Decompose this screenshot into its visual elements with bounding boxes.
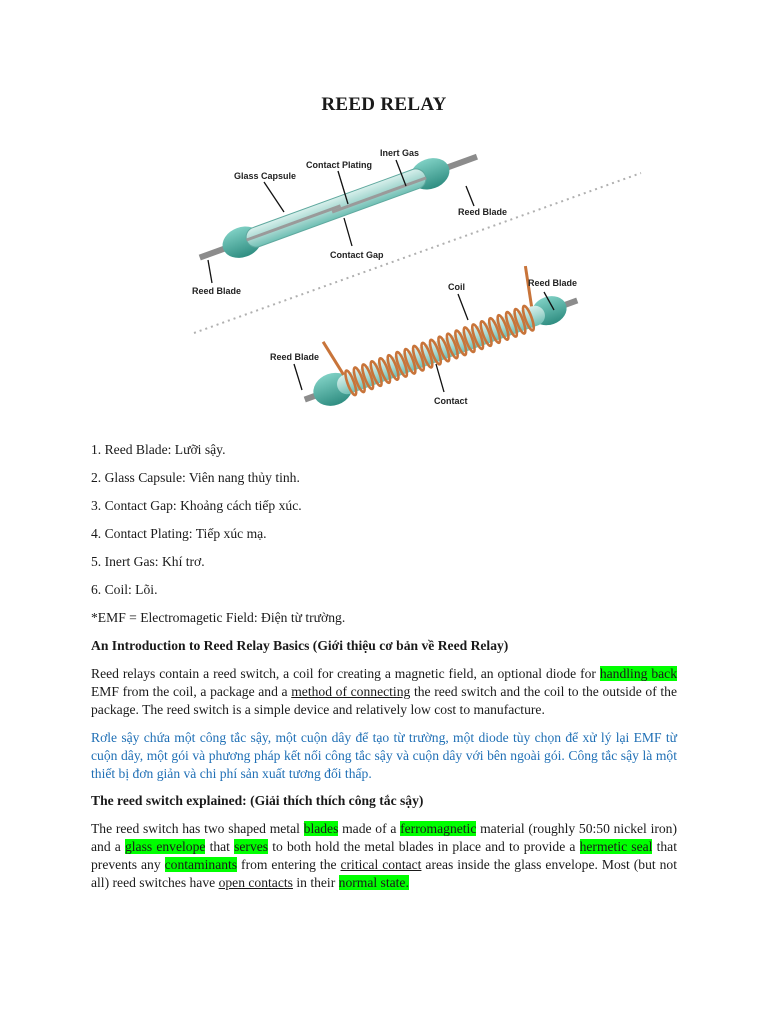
pointer-contact <box>436 364 444 392</box>
highlight-normal-state: normal state. <box>338 875 409 890</box>
text-run: that <box>205 839 235 854</box>
section-heading-introduction: An Introduction to Reed Relay Basics (Giới thiệu cơ bản về Reed Relay) <box>91 638 509 653</box>
label-glass-capsule: Glass Capsule <box>234 171 297 181</box>
dotted-separator <box>194 173 641 333</box>
paragraph-reed-switch <box>91 820 677 892</box>
glossary-item-3: 3. Contact Gap: Khoảng cách tiếp xúc. <box>91 498 302 513</box>
coil-lead-left <box>323 339 344 377</box>
paragraph-introduction-vi: Rơle sậy chứa một công tắc sậy, một cuộn dây để tạo từ trường, một diode tùy chọn để xử lý lại EMF từ cuộn dây, một gói và phương pháp kết nối công tắc sậy và cuộn dây với bên ngoài gói. Công tắc sậy là một thiết bị đơn giản và chi phí sản xuất tương đối thấp. <box>91 730 677 781</box>
label-reed-blade-bottom-left: Reed Blade <box>270 352 320 362</box>
text-run: to both hold the metal blades in place and to provide a <box>268 839 580 854</box>
section-heading-reed-switch: The reed switch explained: (Giải thích thích công tắc sậy) <box>91 793 424 808</box>
glossary-item-5: 5. Inert Gas: Khí trơ. <box>91 554 205 569</box>
text-run: that prevents any <box>91 839 677 872</box>
underline-critical-contact: critical contact <box>340 857 422 872</box>
text-run: The reed switch has two shaped metal <box>91 821 304 836</box>
reed-relay-illustration <box>186 128 646 428</box>
glossary-item-1: 1. Reed Blade: Lưỡi sậy. <box>91 442 226 457</box>
pointer-reed-blade-top-right <box>466 186 474 206</box>
label-inert-gas: Inert Gas <box>380 148 420 158</box>
label-reed-blade-top-left: Reed Blade <box>192 286 242 296</box>
label-contact: Contact <box>434 396 468 406</box>
pointer-reed-blade-top-left <box>208 260 212 283</box>
reed-blade-left <box>246 204 341 241</box>
paragraph-introduction-en <box>91 665 677 719</box>
highlight-ferromagnetic: ferromagnetic <box>400 821 477 836</box>
label-contact-plating: Contact Plating <box>306 160 373 170</box>
glossary-item-6: 6. Coil: Lõi. <box>91 582 158 597</box>
highlight-serves: serves <box>234 839 269 854</box>
coil <box>343 305 536 396</box>
underline-open-contacts: open contacts <box>218 875 293 890</box>
text-run: EMF from the coil, a package and a <box>91 684 292 699</box>
label-reed-blade-top-right: Reed Blade <box>458 207 508 217</box>
highlight-blades: blades <box>303 821 339 836</box>
label-coil: Coil <box>448 282 465 292</box>
glossary-note-emf: *EMF = Electromagetic Field: Điện từ trường. <box>91 610 346 625</box>
text-run: from entering the <box>237 857 341 872</box>
glossary-item-2: 2. Glass Capsule: Viên nang thủy tinh. <box>91 470 300 485</box>
highlight-contaminants: contaminants <box>164 857 238 872</box>
pointer-reed-blade-bottom-left <box>294 364 302 390</box>
text-run: material (roughly 50:50 nickel iron) and a <box>91 821 677 854</box>
highlight-glass-envelope: glass envelope <box>124 839 206 854</box>
highlight-hermetic-seal: hermetic seal <box>579 839 653 854</box>
label-contact-gap: Contact Gap <box>330 250 384 260</box>
text-run: Reed relays contain a reed switch, a coil for creating a magnetic field, an optional diode for <box>91 666 600 681</box>
pointer-glass-capsule <box>264 182 284 212</box>
text-run: the reed switch and the coil to the outside of the package. The reed switch is a simple device and relatively low cost to manufacture. <box>91 684 677 717</box>
text-run: areas inside the glass envelope. Most (but not all) reed switches have <box>91 857 677 890</box>
text-run: in their <box>292 875 339 890</box>
highlight-handling-back: handling back <box>599 666 677 681</box>
label-reed-blade-bottom-right: Reed Blade <box>528 278 578 288</box>
page-title: REED RELAY <box>321 94 447 115</box>
underline-method-of-connecting: method of connecting <box>291 684 411 699</box>
glossary-item-4: 4. Contact Plating: Tiếp xúc mạ. <box>91 526 267 541</box>
pointer-contact-gap <box>344 218 352 246</box>
text-run: made of a <box>338 821 401 836</box>
pointer-coil <box>458 294 468 320</box>
reed-relay-diagram <box>186 128 646 428</box>
